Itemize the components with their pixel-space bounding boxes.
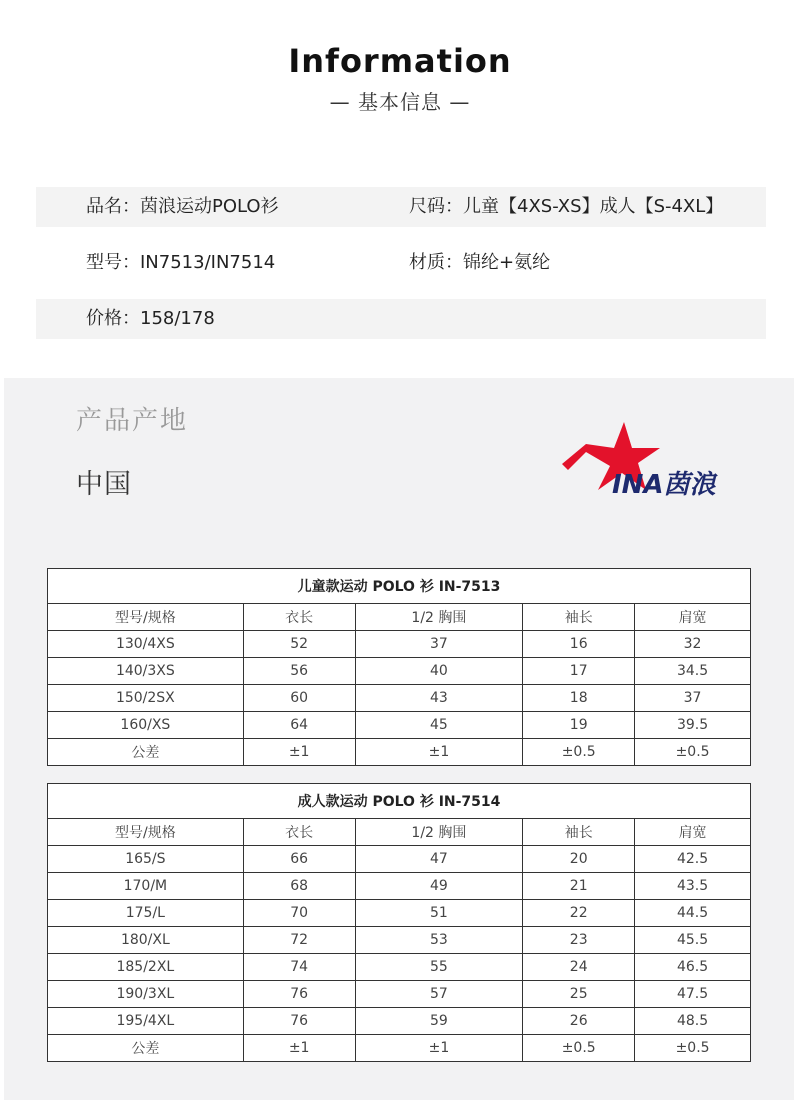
- kids-column-header: 袖长: [523, 604, 635, 631]
- adult-table-cell: 51: [355, 900, 523, 927]
- adult-table-row: [48, 900, 751, 927]
- adult-table-cell: 47: [355, 846, 523, 873]
- page-subtitle: — 基本信息 —: [329, 90, 471, 114]
- kids-table-cell: 34.5: [635, 658, 751, 685]
- info-row-1: [36, 187, 766, 227]
- adult-table-row: [48, 846, 751, 873]
- product-name: 品名：茵浪运动POLO衫: [86, 196, 279, 217]
- page-title: Information: [288, 42, 512, 80]
- adult-table-cell: 57: [355, 981, 523, 1008]
- info-row-2: [36, 243, 766, 283]
- adult-table-cell: 72: [243, 927, 355, 954]
- kids-table-cell: 52: [243, 631, 355, 658]
- kids-table-cell: 45: [355, 712, 523, 739]
- adult-table-cell: 180/XL: [48, 927, 244, 954]
- adult-table-cell: 公差: [48, 1035, 244, 1062]
- adult-table-cell: 165/S: [48, 846, 244, 873]
- adult-size-table: [47, 783, 751, 1062]
- adult-table-cell: 53: [355, 927, 523, 954]
- model-number: 型号：IN7513/IN7514: [86, 252, 276, 273]
- ina-logo: [558, 418, 748, 498]
- kids-table-cell: 19: [523, 712, 635, 739]
- kids-table-cell: 140/3XS: [48, 658, 244, 685]
- adult-table-cell: ±1: [355, 1035, 523, 1062]
- kids-table-caption: 儿童款运动 POLO 衫 IN-7513: [48, 569, 751, 604]
- adult-table-cell: 170/M: [48, 873, 244, 900]
- kids-table-row: [48, 631, 751, 658]
- kids-table-cell: 60: [243, 685, 355, 712]
- adult-column-header: 型号/规格: [48, 819, 244, 846]
- kids-column-header: 型号/规格: [48, 604, 244, 631]
- adult-table-cell: 44.5: [635, 900, 751, 927]
- adult-table-cell: 195/4XL: [48, 1008, 244, 1035]
- kids-table-cell: 56: [243, 658, 355, 685]
- adult-table-cell: 49: [355, 873, 523, 900]
- adult-table-cell: 55: [355, 954, 523, 981]
- adult-table-caption: 成人款运动 POLO 衫 IN-7514: [48, 784, 751, 819]
- adult-table-row: [48, 1008, 751, 1035]
- kids-table-cell: ±1: [355, 739, 523, 766]
- adult-table-cell: 190/3XL: [48, 981, 244, 1008]
- origin-label: 产品产地: [76, 406, 189, 436]
- kids-table-cell: 43: [355, 685, 523, 712]
- info-row-3: [36, 299, 766, 339]
- adult-column-header: 1/2 胸围: [355, 819, 523, 846]
- kids-table-cell: 64: [243, 712, 355, 739]
- kids-table-cell: ±1: [243, 739, 355, 766]
- adult-table-cell: 66: [243, 846, 355, 873]
- kids-table-cell: 18: [523, 685, 635, 712]
- adult-table-cell: 26: [523, 1008, 635, 1035]
- adult-table-cell: 24: [523, 954, 635, 981]
- material: 材质：锦纶+氨纶: [409, 252, 551, 273]
- kids-table-cell: 150/2SX: [48, 685, 244, 712]
- adult-table-cell: 76: [243, 981, 355, 1008]
- adult-table-cell: ±0.5: [523, 1035, 635, 1062]
- adult-table-cell: 68: [243, 873, 355, 900]
- kids-table-row: [48, 739, 751, 766]
- kids-table-cell: 160/XS: [48, 712, 244, 739]
- kids-table-cell: 16: [523, 631, 635, 658]
- adult-column-header: 衣长: [243, 819, 355, 846]
- kids-table-row: [48, 685, 751, 712]
- adult-table-cell: ±0.5: [635, 1035, 751, 1062]
- adult-table-cell: ±1: [243, 1035, 355, 1062]
- adult-header-row: [48, 819, 751, 846]
- kids-table-cell: 39.5: [635, 712, 751, 739]
- kids-column-header: 1/2 胸围: [355, 604, 523, 631]
- origin-value: 中国: [76, 469, 132, 500]
- kids-table-cell: 37: [355, 631, 523, 658]
- kids-table-row: [48, 658, 751, 685]
- adult-table-cell: 42.5: [635, 846, 751, 873]
- kids-column-header: 肩宽: [635, 604, 751, 631]
- adult-table-cell: 25: [523, 981, 635, 1008]
- adult-table-cell: 76: [243, 1008, 355, 1035]
- adult-table-cell: 21: [523, 873, 635, 900]
- adult-table-row: [48, 873, 751, 900]
- kids-size-table: [47, 568, 751, 766]
- adult-table-cell: 48.5: [635, 1008, 751, 1035]
- kids-table-cell: 17: [523, 658, 635, 685]
- adult-table-cell: 46.5: [635, 954, 751, 981]
- adult-table-cell: 185/2XL: [48, 954, 244, 981]
- kids-table-cell: 40: [355, 658, 523, 685]
- adult-table-row: [48, 954, 751, 981]
- adult-table-cell: 22: [523, 900, 635, 927]
- kids-table-row: [48, 712, 751, 739]
- kids-table-cell: ±0.5: [635, 739, 751, 766]
- price: 价格：158/178: [86, 308, 215, 329]
- adult-table-cell: 23: [523, 927, 635, 954]
- kids-table-cell: ±0.5: [523, 739, 635, 766]
- kids-header-row: [48, 604, 751, 631]
- kids-table-cell: 130/4XS: [48, 631, 244, 658]
- adult-table-row: [48, 981, 751, 1008]
- adult-table-cell: 45.5: [635, 927, 751, 954]
- kids-column-header: 衣长: [243, 604, 355, 631]
- kids-table-cell: 32: [635, 631, 751, 658]
- adult-table-cell: 74: [243, 954, 355, 981]
- adult-table-cell: 47.5: [635, 981, 751, 1008]
- kids-table-cell: 公差: [48, 739, 244, 766]
- adult-column-header: 肩宽: [635, 819, 751, 846]
- adult-table-cell: 20: [523, 846, 635, 873]
- adult-table-cell: 43.5: [635, 873, 751, 900]
- logo-text: INA茵浪: [612, 470, 716, 498]
- adult-table-cell: 70: [243, 900, 355, 927]
- adult-table-cell: 175/L: [48, 900, 244, 927]
- adult-column-header: 袖长: [523, 819, 635, 846]
- adult-table-row: [48, 1035, 751, 1062]
- size-range: 尺码：儿童【4XS-XS】成人【S-4XL】: [409, 196, 724, 217]
- adult-table-row: [48, 927, 751, 954]
- kids-table-cell: 37: [635, 685, 751, 712]
- adult-table-cell: 59: [355, 1008, 523, 1035]
- page-header: [0, 42, 800, 115]
